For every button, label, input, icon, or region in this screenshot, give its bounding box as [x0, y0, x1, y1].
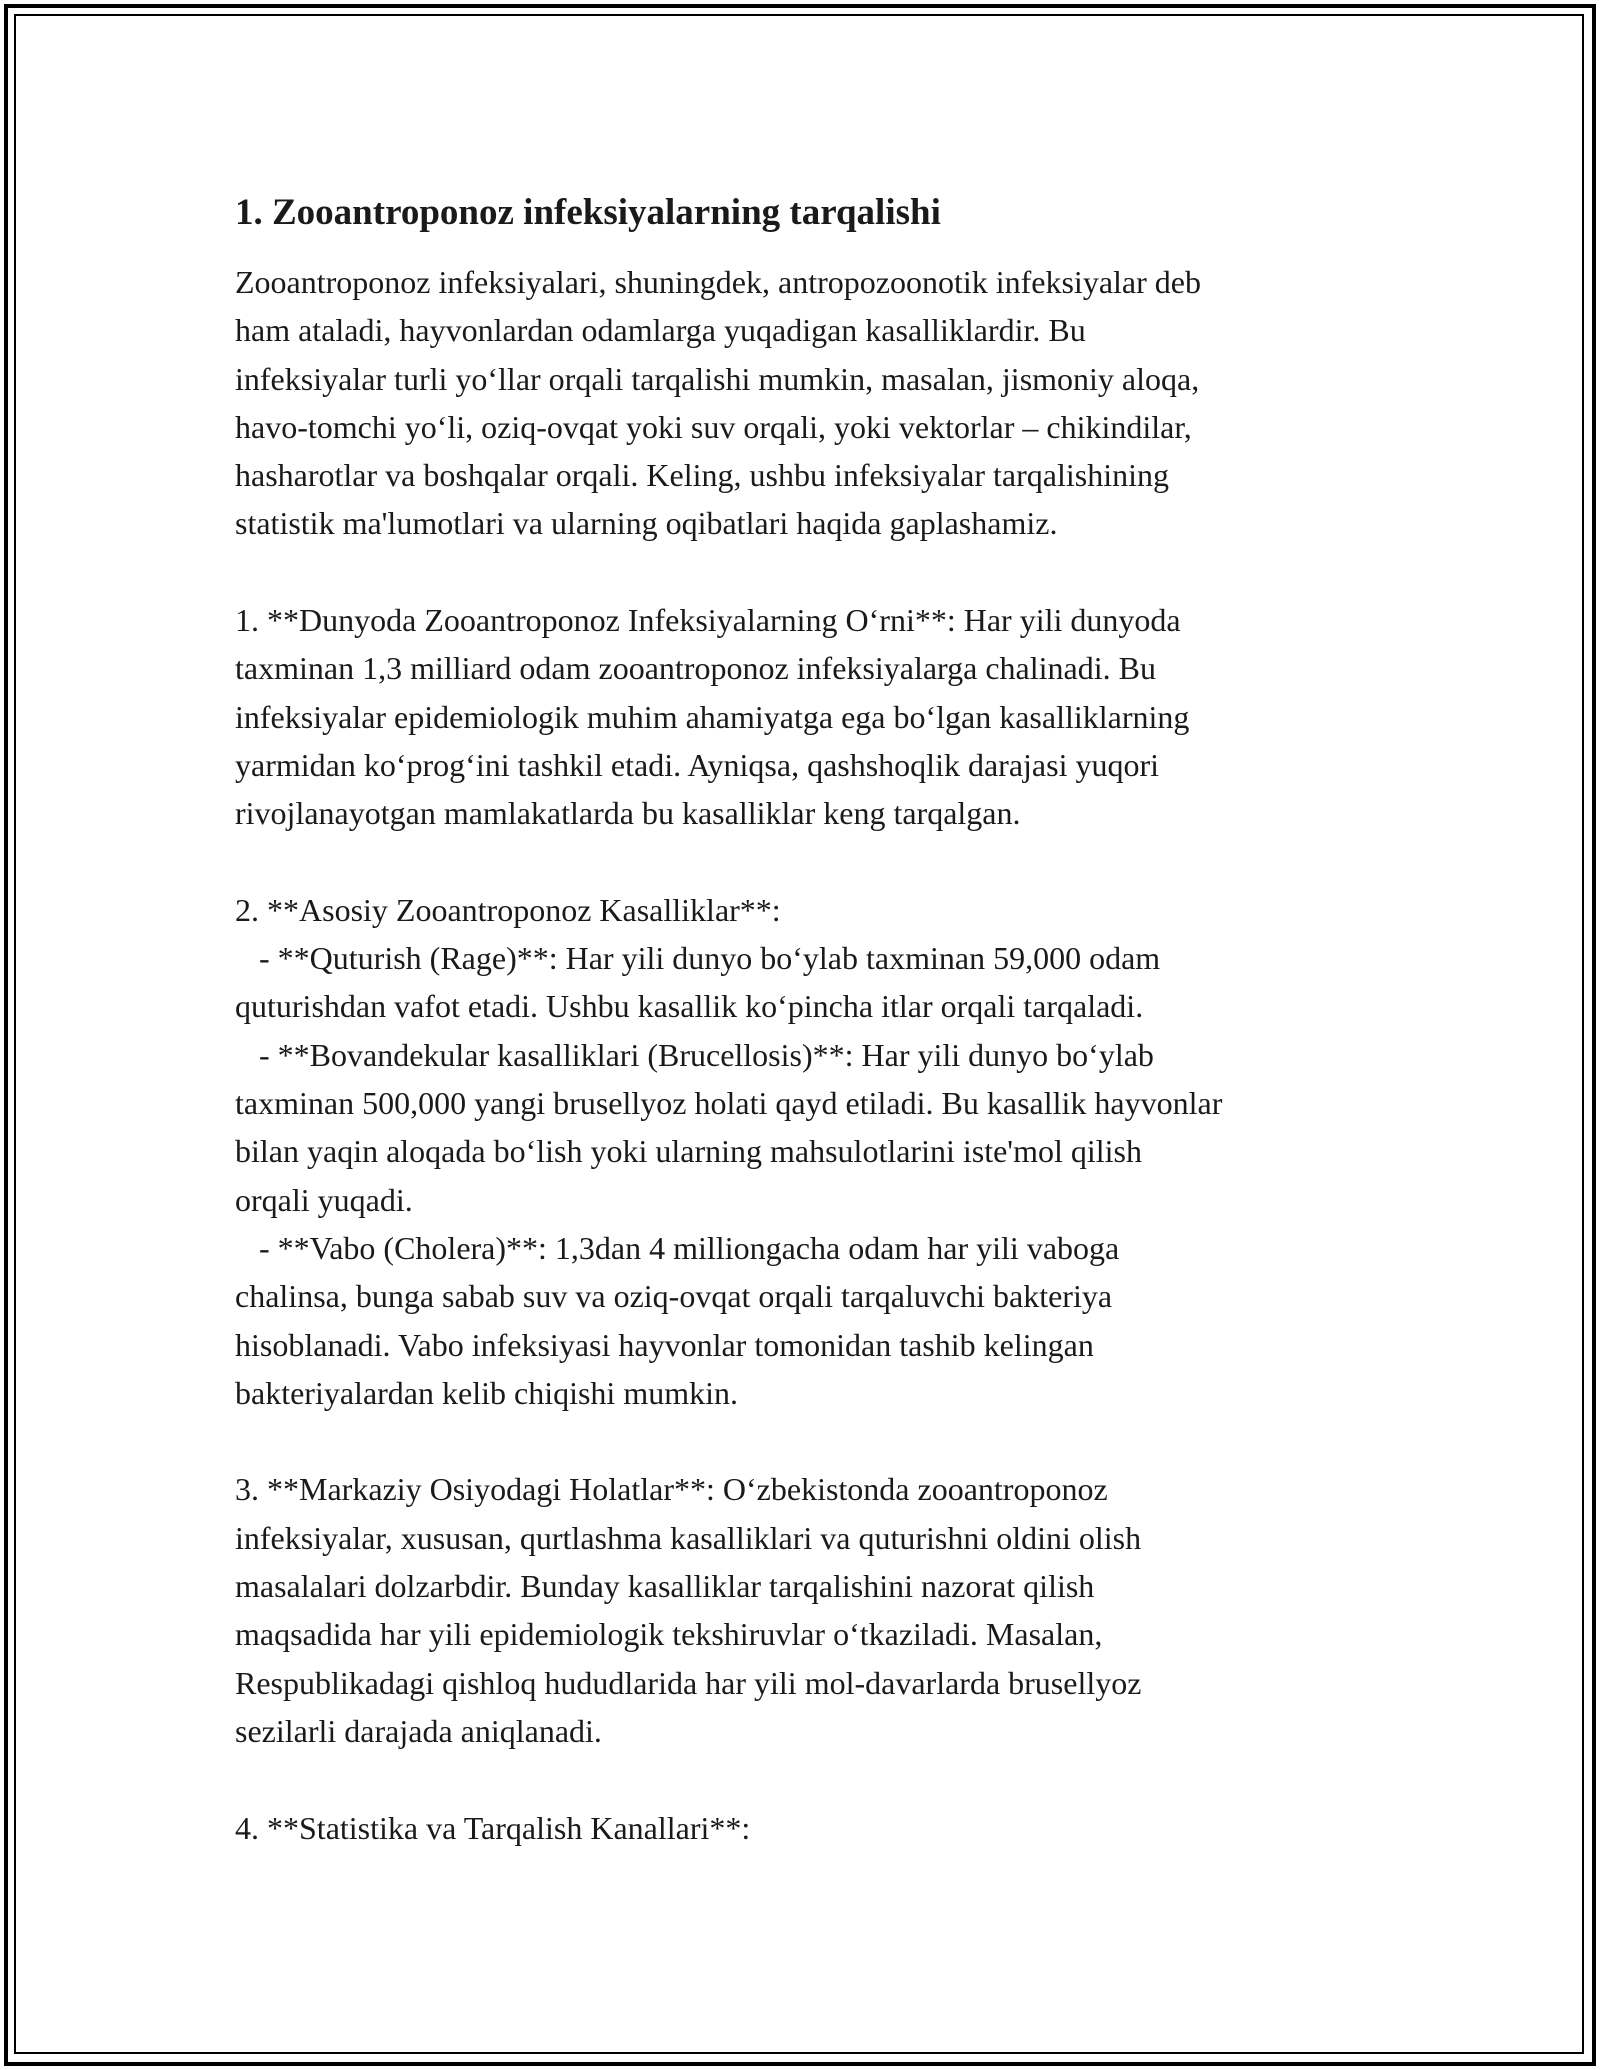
section-1-paragraph	[235, 596, 1380, 837]
text-line: maqsadida har yili epidemiologik tekshiruvlar o‘tkaziladi. Masalan,	[235, 1616, 1103, 1653]
text-line: sezilarli darajada aniqlanadi.	[235, 1712, 602, 1749]
text-line: infeksiyalar epidemiologik muhim ahamiyatga ega bo‘lgan kasalliklarning	[235, 698, 1190, 735]
text-line: - **Vabo (Cholera)**: 1,3dan 4 milliongacha odam har yili vaboga	[235, 1229, 1120, 1266]
paragraph-spacer	[235, 1755, 1380, 1803]
text-line: taxminan 1,3 milliard odam zooantroponoz infeksiyalarga chalinadi. Bu	[235, 650, 1156, 687]
text-line: bakteriyalardan kelib chiqishi mumkin.	[235, 1374, 738, 1411]
text-line: - **Quturish (Rage)**: Har yili dunyo bo‘ylab taxminan 59,000 odam	[235, 940, 1161, 977]
text-line: rivojlanayotgan mamlakatlarda bu kasalliklar keng tarqalgan.	[235, 795, 1021, 832]
section-3-paragraph	[235, 1465, 1380, 1755]
text-line: 3. **Markaziy Osiyodagi Holatlar**: O‘zbekistonda zooantroponoz	[235, 1471, 1108, 1508]
text-line: hisoblanadi. Vabo infeksiyasi hayvonlar tomonidan tashib kelingan	[235, 1326, 1094, 1363]
text-line: infeksiyalar turli yo‘llar orqali tarqalishi mumkin, masalan, jismoniy aloqa,	[235, 360, 1200, 397]
text-line: taxminan 500,000 yangi brusellyoz holati qayd etiladi. Bu kasallik hayvonlar	[235, 1085, 1223, 1122]
text-line: ham ataladi, hayvonlardan odamlarga yuqadigan kasalliklardir. Bu	[235, 312, 1086, 349]
paragraph-spacer	[235, 548, 1380, 596]
text-line: Respublikadagi qishloq hududlarida har yili mol-davarlarda brusellyoz	[235, 1664, 1142, 1701]
text-line: 4. **Statistika va Tarqalish Kanallari**:	[235, 1809, 751, 1846]
text-line: Zooantroponoz infeksiyalari, shuningdek, antropozoonotik infeksiyalar deb	[235, 264, 1201, 300]
document-heading: 1. Zooantroponoz infeksiyalarning tarqalishi	[235, 192, 941, 233]
text-line: masalalari dolzarbdir. Bunday kasalliklar tarqalishini nazorat qilish	[235, 1568, 1095, 1605]
paragraph-spacer	[235, 838, 1380, 886]
text-line: infeksiyalar, xususan, qurtlashma kasalliklari va quturishni oldini olish	[235, 1519, 1142, 1556]
intro-paragraph	[235, 258, 1380, 548]
text-line: yarmidan ko‘prog‘ini tashkil etadi. Ayniqsa, qashshoqlik darajasi yuqori	[235, 746, 1159, 783]
document-page	[235, 188, 1380, 1852]
text-line: bilan yaqin aloqada bo‘lish yoki ularning mahsulotlarini iste'mol qilish	[235, 1133, 1142, 1170]
text-line: orqali yuqadi.	[235, 1181, 413, 1218]
text-line: 2. **Asosiy Zooantroponoz Kasalliklar**:	[235, 891, 781, 928]
text-line: hasharotlar va boshqalar orqali. Keling, ushbu infeksiyalar tarqalishining	[235, 457, 1169, 494]
text-line: - **Bovandekular kasalliklari (Brucellosis)**: Har yili dunyo bo‘ylab	[235, 1036, 1154, 1073]
paragraph-spacer	[235, 1417, 1380, 1465]
section-2-paragraph	[235, 886, 1380, 1417]
text-line: havo-tomchi yo‘li, oziq-ovqat yoki suv orqali, yoki vektorlar – chikindilar,	[235, 408, 1192, 445]
text-line: quturishdan vafot etadi. Ushbu kasallik ko‘pincha itlar orqali tarqaladi.	[235, 988, 1144, 1025]
text-line: statistik ma'lumotlari va ularning oqibatlari haqida gaplashamiz.	[235, 505, 1058, 542]
section-4-paragraph	[235, 1804, 1380, 1852]
text-line: 1. **Dunyoda Zooantroponoz Infeksiyalarning O‘rni**: Har yili dunyoda	[235, 602, 1181, 639]
text-line: chalinsa, bunga sabab suv va oziq-ovqat orqali tarqaluvchi bakteriya	[235, 1278, 1113, 1315]
